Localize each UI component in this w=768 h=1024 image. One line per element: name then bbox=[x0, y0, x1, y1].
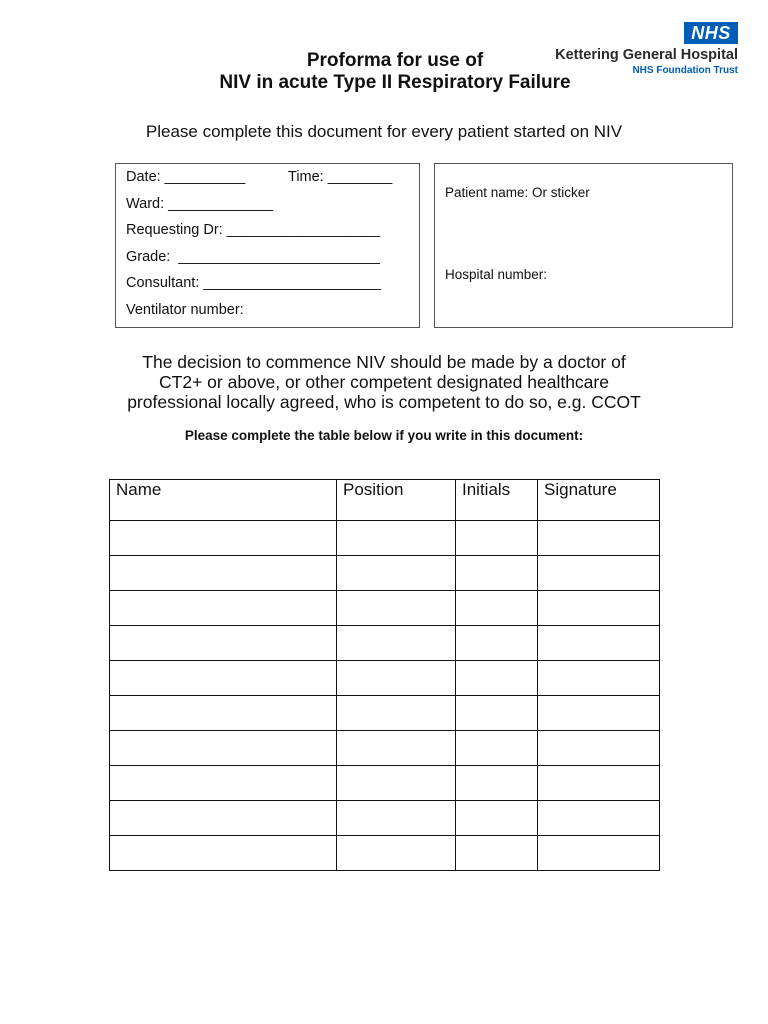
position-cell[interactable] bbox=[337, 521, 456, 556]
document-title-line-2: NIV in acute Type II Respiratory Failure bbox=[219, 72, 571, 93]
grade-field[interactable]: Grade: _________________________ bbox=[126, 249, 380, 265]
document-title-line-1: Proforma for use of bbox=[306, 50, 484, 71]
name-cell[interactable] bbox=[110, 696, 337, 731]
trust-name: NHS Foundation Trust bbox=[632, 65, 738, 76]
patient-id-box bbox=[434, 163, 733, 328]
signature-cell[interactable] bbox=[538, 521, 660, 556]
hospital-number-field[interactable]: Hospital number: bbox=[445, 267, 548, 282]
table-row bbox=[110, 591, 660, 626]
date-field[interactable]: Date: __________ bbox=[126, 169, 246, 185]
name-cell[interactable] bbox=[110, 521, 337, 556]
name-cell[interactable] bbox=[110, 626, 337, 661]
column-header-position: Position bbox=[337, 480, 456, 521]
ventilator-number-field[interactable]: Ventilator number: bbox=[126, 302, 244, 318]
consultant-field[interactable]: Consultant: ______________________ bbox=[126, 275, 381, 291]
table-row bbox=[110, 766, 660, 801]
completion-instruction: Please complete this document for every patient started on NIV bbox=[145, 122, 623, 141]
position-cell[interactable] bbox=[337, 801, 456, 836]
column-header-initials: Initials bbox=[456, 480, 538, 521]
table-row bbox=[110, 801, 660, 836]
name-cell[interactable] bbox=[110, 556, 337, 591]
table-row bbox=[110, 696, 660, 731]
name-cell[interactable] bbox=[110, 766, 337, 801]
signature-cell[interactable] bbox=[538, 766, 660, 801]
initials-cell[interactable] bbox=[456, 801, 538, 836]
signature-cell[interactable] bbox=[538, 731, 660, 766]
table-row bbox=[110, 731, 660, 766]
table-header-row bbox=[110, 480, 660, 521]
position-cell[interactable] bbox=[337, 556, 456, 591]
name-cell[interactable] bbox=[110, 836, 337, 871]
decision-text-line-3: professional locally agreed, who is competent to do so, e.g. CCOT bbox=[127, 392, 641, 412]
initials-cell[interactable] bbox=[456, 591, 538, 626]
initials-cell[interactable] bbox=[456, 766, 538, 801]
initials-cell[interactable] bbox=[456, 696, 538, 731]
signature-cell[interactable] bbox=[538, 696, 660, 731]
initials-cell[interactable] bbox=[456, 731, 538, 766]
table-row bbox=[110, 626, 660, 661]
position-cell[interactable] bbox=[337, 661, 456, 696]
signature-table bbox=[109, 479, 660, 871]
nhs-badge: NHS bbox=[684, 22, 738, 44]
name-cell[interactable] bbox=[110, 591, 337, 626]
signature-cell[interactable] bbox=[538, 836, 660, 871]
table-row bbox=[110, 661, 660, 696]
requesting-dr-field[interactable]: Requesting Dr: ___________________ bbox=[126, 222, 380, 238]
initials-cell[interactable] bbox=[456, 836, 538, 871]
name-cell[interactable] bbox=[110, 731, 337, 766]
column-header-name: Name bbox=[110, 480, 337, 521]
decision-text-line-1: The decision to commence NIV should be made by a doctor of bbox=[142, 352, 626, 372]
position-cell[interactable] bbox=[337, 731, 456, 766]
signature-cell[interactable] bbox=[538, 556, 660, 591]
initials-cell[interactable] bbox=[456, 556, 538, 591]
signature-cell[interactable] bbox=[538, 591, 660, 626]
table-instruction: Please complete the table below if you write in this document: bbox=[184, 428, 584, 443]
position-cell[interactable] bbox=[337, 591, 456, 626]
name-cell[interactable] bbox=[110, 801, 337, 836]
table-row bbox=[110, 556, 660, 591]
time-field[interactable]: Time: ________ bbox=[288, 169, 393, 185]
patient-details-box bbox=[115, 163, 420, 328]
initials-cell[interactable] bbox=[456, 661, 538, 696]
position-cell[interactable] bbox=[337, 836, 456, 871]
decision-text-line-2: CT2+ or above, or other competent designated healthcare bbox=[159, 372, 609, 392]
hospital-name: Kettering General Hospital bbox=[555, 47, 738, 63]
ward-field[interactable]: Ward: _____________ bbox=[126, 196, 273, 212]
name-cell[interactable] bbox=[110, 661, 337, 696]
signature-cell[interactable] bbox=[538, 626, 660, 661]
table-row bbox=[110, 521, 660, 556]
initials-cell[interactable] bbox=[456, 521, 538, 556]
signature-cell[interactable] bbox=[538, 661, 660, 696]
initials-cell[interactable] bbox=[456, 626, 538, 661]
column-header-signature: Signature bbox=[538, 480, 660, 521]
patient-name-field[interactable]: Patient name: Or sticker bbox=[445, 185, 590, 200]
position-cell[interactable] bbox=[337, 766, 456, 801]
signature-cell[interactable] bbox=[538, 801, 660, 836]
position-cell[interactable] bbox=[337, 626, 456, 661]
position-cell[interactable] bbox=[337, 696, 456, 731]
table-row bbox=[110, 836, 660, 871]
